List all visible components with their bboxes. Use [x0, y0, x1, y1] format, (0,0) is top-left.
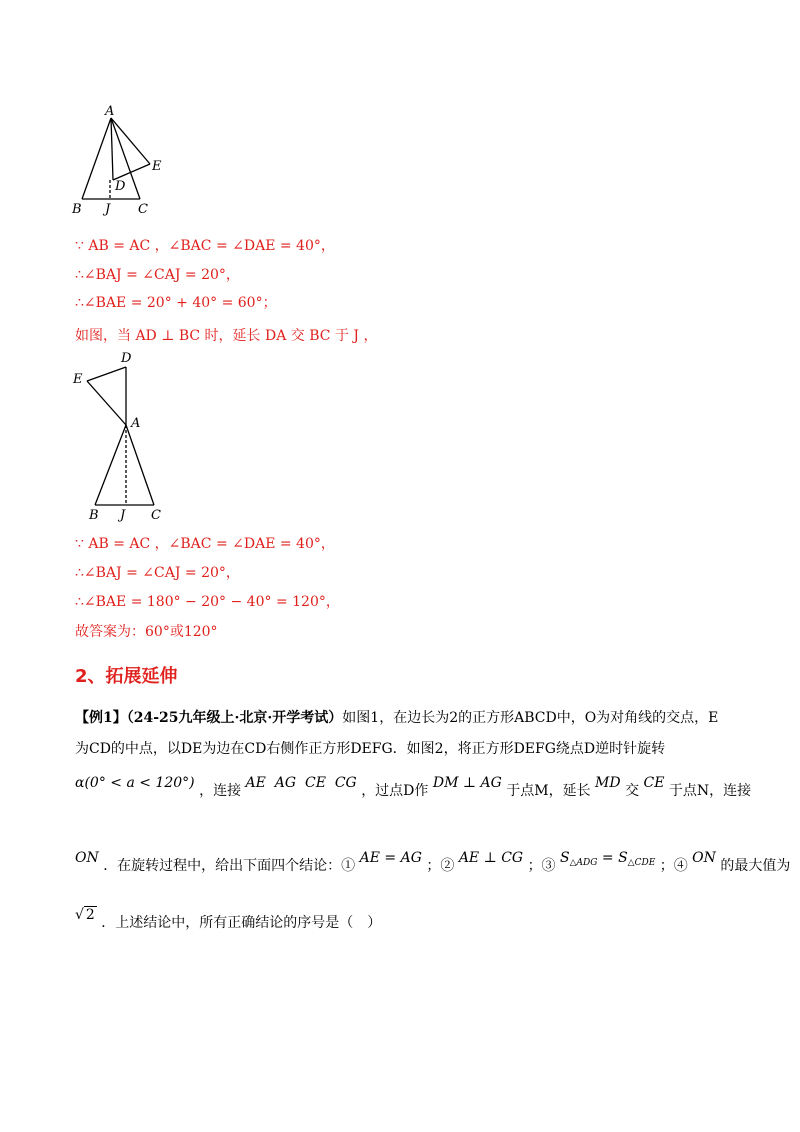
area-sub-2: △CDE: [627, 858, 656, 868]
area-s1: S: [560, 850, 570, 866]
text-conclusions: ．在旋转过程中，给出下面四个结论：①: [103, 858, 356, 874]
area-s2: = S: [597, 850, 628, 866]
solution2-line2: ∴∠BAJ = ∠CAJ = 20°，: [75, 565, 240, 581]
text-at-m: 于点M，延长: [506, 783, 591, 799]
example-line3: [75, 775, 752, 800]
label-b: B: [89, 508, 99, 523]
example-tag: 【例1】: [75, 710, 127, 726]
seg-md: MD: [595, 775, 621, 791]
label-j: J: [120, 508, 126, 523]
figure-2: [65, 345, 185, 525]
text-sep-3: ；③: [527, 858, 556, 874]
solution1-line3: ∴∠BAE = 20° + 40° = 60°；: [75, 295, 277, 311]
solution2-line4: 故答案为：60°或120°: [75, 624, 218, 640]
text-max-value: 的最大值为: [720, 858, 791, 874]
segment-ab: [95, 425, 126, 505]
conclusion-2: AE ⊥ CG: [458, 850, 524, 866]
label-c: C: [151, 508, 161, 523]
text-connect: ，连接: [199, 783, 242, 799]
text-through-d: ，过点D作: [361, 783, 429, 799]
segment-ea: [87, 381, 126, 425]
seg-ce: CE: [304, 775, 326, 791]
text-sep-2: ；②: [426, 858, 455, 874]
solution1-line4: 如图，当 AD ⊥ BC 时，延长 DA 交 BC 于 J ，: [75, 328, 378, 344]
example-line2: 为CD的中点，以DE为边在CD右侧作正方形DEFG．如图2，将正方形DEFG绕点D逆时针旋转: [75, 741, 666, 757]
seg-on: ON: [75, 850, 99, 866]
label-c: C: [138, 202, 148, 217]
seg-cg: CG: [334, 775, 357, 791]
conclusion-1: AE = AG: [359, 850, 422, 866]
text-sep-4: ；④: [659, 858, 688, 874]
label-a: A: [105, 104, 115, 119]
segment-ae: [111, 118, 150, 164]
perp-dm-ag: DM ⊥ AG: [432, 775, 502, 791]
label-a: A: [131, 416, 141, 431]
seg-ce-2: CE: [643, 775, 665, 791]
segment-de: [113, 164, 150, 180]
label-b: B: [72, 202, 82, 217]
solution1-line1: ∵ AB = AC ，∠BAC = ∠DAE = 40°，: [75, 238, 335, 254]
example-text-1: 如图1，在边长为2的正方形ABCD中，O为对角线的交点，E: [342, 710, 719, 726]
segment-ab: [82, 118, 111, 199]
label-e: E: [73, 372, 83, 387]
label-e: E: [152, 159, 162, 174]
label-d: D: [115, 179, 126, 194]
segment-ed: [87, 367, 126, 381]
text-question: ．上述结论中，所有正确结论的序号是（ ）: [101, 915, 382, 931]
example-line5: [75, 907, 382, 932]
label-j: J: [105, 202, 111, 217]
segment-ac: [126, 425, 154, 505]
seg-ae: AE: [245, 775, 266, 791]
seg-ag: AG: [274, 775, 297, 791]
sqrt-radicand: 2: [85, 907, 95, 923]
solution2-line3: ∴∠BAE = 180° − 20° − 40° = 120°，: [75, 594, 340, 610]
example-line4: [75, 850, 791, 876]
conclusion-4-on: ON: [692, 850, 716, 866]
solution1-line2: ∴∠BAJ = ∠CAJ = 20°，: [75, 267, 240, 283]
area-sub-1: △ADG: [569, 858, 598, 868]
sqrt-2: √ 2: [75, 907, 95, 923]
text-at-n: 于点N，连接: [668, 783, 752, 799]
rotation-angle: α(0° < a < 120°): [75, 775, 195, 791]
figure-1: [60, 100, 180, 220]
conclusion-3: [560, 850, 655, 866]
example-line1: [75, 707, 718, 727]
segment-ad: [111, 118, 113, 180]
text-intersect: 交: [625, 783, 640, 799]
section-heading: 2、拓展延伸: [75, 666, 178, 687]
example-source: （24-25九年级上·北京·开学考试）: [126, 710, 343, 726]
label-d: D: [121, 351, 132, 366]
solution2-line1: ∵ AB = AC ，∠BAC = ∠DAE = 40°，: [75, 536, 335, 552]
